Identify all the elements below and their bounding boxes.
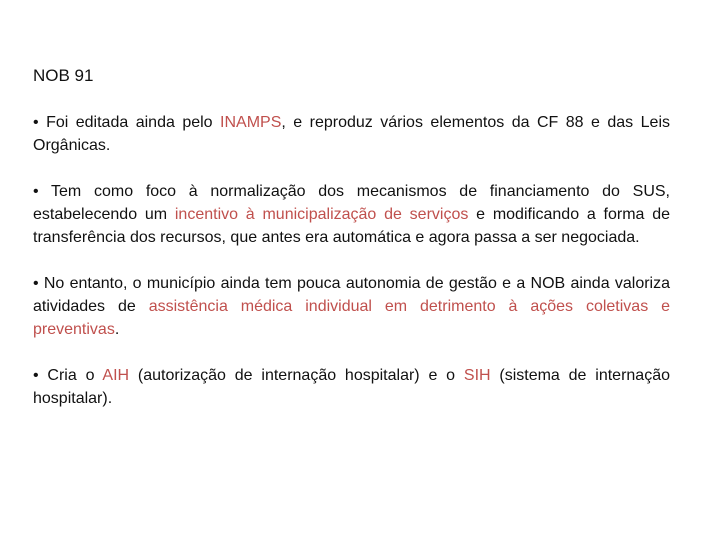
bullet-paragraph	[33, 364, 670, 410]
paragraph-text: • Tem como foco à normalização dos mecanismos de financiamento do SUS, estabelecendo um	[33, 183, 670, 223]
paragraph-text: • Foi editada ainda pelo	[33, 114, 221, 131]
bullet-paragraph	[33, 111, 670, 157]
paragraph-text: • Cria o	[33, 367, 103, 384]
highlight-text: INAMPS	[220, 114, 282, 131]
paragraph-text: (autorização de internação hospitalar) e o	[129, 367, 464, 384]
paragraph-text: • No entanto, o município ainda tem pouca autonomia de gestão e a NOB ainda valoriza atividades de	[33, 275, 670, 315]
paragraph-text: e modificando a forma de transferência dos recursos, que antes era automática e agora passa a ser negociada.	[33, 206, 671, 246]
bullet-paragraph	[33, 180, 670, 249]
highlight-text: incentivo à municipalização de serviços	[174, 206, 469, 223]
highlight-text: AIH	[102, 367, 130, 384]
paragraph-text: .	[114, 321, 120, 338]
paragraph-text: (sistema de internação hospitalar).	[33, 367, 670, 407]
paragraph-text: , e reproduz vários elementos da CF 88 e das Leis Orgânicas.	[33, 114, 670, 154]
highlight-text: SIH	[463, 367, 491, 384]
highlight-text: assistência médica individual em detrimento à ações coletivas e preventivas	[33, 298, 671, 338]
bullet-paragraph	[33, 272, 670, 341]
slide-title: NOB 91	[33, 66, 94, 85]
slide-content	[33, 64, 670, 433]
